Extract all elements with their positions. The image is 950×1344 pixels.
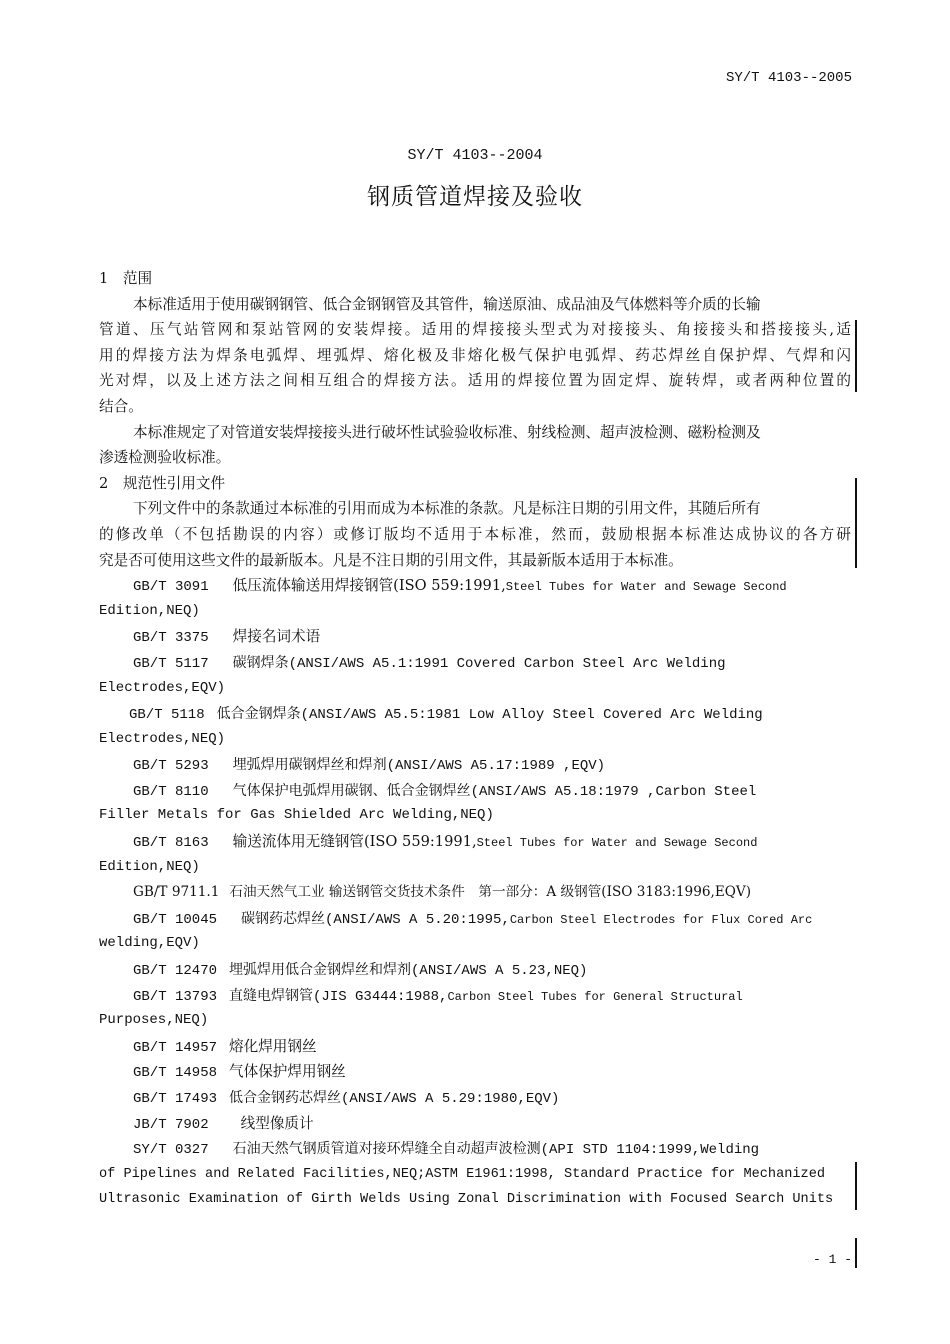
- paragraph-line: 下列文件中的条款通过本标准的引用而成为本标准的条款。凡是标注日期的引用文件，其随后所有: [133, 500, 761, 518]
- reference-title: 输送流体用无缝钢管(ISO 559:1991,: [232, 833, 477, 851]
- reference-title-en: Steel Tubes for Water and Sewage Second: [505, 580, 787, 595]
- reference-code: GB/T 9711.1: [133, 884, 220, 901]
- paragraph-line: 结合。: [99, 397, 143, 415]
- reference-title: 线型像质计: [240, 1114, 314, 1132]
- reference-item: [99, 752, 851, 778]
- reference-continuation: Ultrasonic Examination of Girth Welds Using Zonal Discrimination with Focused Search Units: [99, 1192, 834, 1208]
- reference-title-en: Steel Tubes for Water and Sewage Second: [476, 836, 758, 851]
- reference-title: 焊接名词术语: [232, 628, 321, 646]
- revision-bar: [855, 1162, 857, 1210]
- reference-item: [99, 1111, 851, 1137]
- revision-bar: [855, 320, 857, 392]
- reference-title-en: Carbon Steel Electrodes for Flux Cored Arc: [509, 912, 813, 927]
- section-heading: 1 范围: [99, 270, 153, 287]
- revision-bar: [855, 478, 857, 568]
- reference-code: GB/T 14957: [133, 1039, 218, 1056]
- paragraph-line: 渗透检测验收标准。: [99, 449, 231, 467]
- paragraph-line: 用的焊接方法为焊条电弧焊、埋弧焊、熔化极及非熔化极气保护电弧焊、药芯焊丝自保护焊、气焊和闪: [99, 346, 851, 364]
- reference-continuation: Purposes,NEQ): [99, 1012, 209, 1029]
- reference-item: [99, 1059, 851, 1085]
- reference-continuation: Edition,NEQ): [99, 602, 200, 619]
- paragraph-line: 光对焊，以及上述方法之间相互组合的焊接方法。适用的焊接位置为固定焊、旋转焊，或者两种位置的: [99, 372, 851, 390]
- reference-title: 气体保护电弧焊用碳钢、低合金钢焊丝(ANSI/AWS A5.18:1979 ,Carbon Steel: [232, 783, 757, 800]
- reference-title: 石油天然气工业 输送钢管交货技术条件 第一部分：A 级钢管(ISO 3183:1996,EQV): [229, 884, 752, 901]
- paragraph-line: 本标准适用于使用碳钢钢管、低合金钢钢管及其管件，输送原油、成品油及气体燃料等介质的长输: [133, 295, 761, 313]
- reference-title: 低压流体输送用焊接钢管(ISO 559:1991,: [232, 577, 506, 595]
- reference-item: [99, 1034, 851, 1060]
- reference-title: 低合金钢药芯焊丝(ANSI/AWS A 5.29:1980,EQV): [229, 1091, 560, 1107]
- reference-item: [99, 573, 851, 599]
- reference-title: 石油天然气钢质管道对接环焊缝全自动超声波检测(API STD 1104:1999,Welding: [232, 1142, 760, 1159]
- reference-item: [99, 829, 851, 855]
- reference-item: [99, 906, 851, 932]
- reference-title: 碳钢药芯焊丝(ANSI/AWS A 5.20:1995,: [241, 911, 510, 928]
- reference-item: [99, 880, 851, 906]
- paragraph-line: 究是否可使用这些文件的最新版本。凡是不注日期的引用文件，其最新版本适用于本标准。: [99, 551, 683, 569]
- reference-code: GB/T 3375: [133, 630, 209, 647]
- running-header-code: SY/T 4103--2005: [725, 70, 852, 86]
- reference-title: 埋弧焊用低合金钢焊丝和焊剂(ANSI/AWS A 5.23,NEQ): [229, 963, 588, 980]
- reference-title: 直缝电焊钢管(JIS G3444:1988,: [229, 988, 448, 1005]
- reference-continuation: welding,EQV): [99, 935, 200, 952]
- paragraph-line: 管道、压气站管网和泵站管网的安装焊接。适用的焊接接头型式为对接接头、角接接头和搭接接头,适: [99, 321, 851, 339]
- reference-code: GB/T 17493: [133, 1091, 218, 1107]
- revision-bar: [855, 1238, 857, 1268]
- paragraph-line: 的修改单（不包括勘误的内容）或修订版均不适用于本标准，然而，鼓励根据本标准达成协议的各方研: [99, 525, 851, 543]
- reference-continuation: Filler Metals for Gas Shielded Arc Welding,NEQ): [99, 807, 494, 824]
- reference-continuation: Electrodes,NEQ): [99, 730, 226, 747]
- reference-code: JB/T 7902: [133, 1116, 209, 1133]
- reference-code: GB/T 5293: [133, 758, 209, 775]
- reference-title: 熔化焊用钢丝: [229, 1037, 317, 1055]
- reference-code: GB/T 5118: [129, 707, 205, 724]
- reference-item: [99, 957, 851, 983]
- reference-code: GB/T 8163: [133, 835, 209, 852]
- reference-title: 埋弧焊用碳钢焊丝和焊剂(ANSI/AWS A5.17:1989 ,EQV): [232, 758, 606, 775]
- reference-item: [99, 650, 851, 676]
- section-heading: 2 规范性引用文件: [99, 474, 226, 492]
- reference-code: GB/T 14958: [133, 1065, 218, 1082]
- standard-code: SY/T 4103--2004: [407, 147, 543, 164]
- reference-title: 低合金钢焊条(ANSI/AWS A5.5:1981 Low Alloy Steel Covered Arc Welding: [216, 707, 763, 724]
- reference-title: 碳钢焊条(ANSI/AWS A5.1:1991 Covered Carbon Steel Arc Welding: [232, 655, 726, 672]
- reference-code: GB/T 8110: [133, 783, 209, 800]
- reference-item: [99, 778, 851, 804]
- reference-code: GB/T 12470: [133, 963, 218, 980]
- reference-title-en: Carbon Steel Tubes for General Structural: [447, 989, 743, 1004]
- reference-item: [99, 701, 851, 727]
- reference-continuation: Edition,NEQ): [99, 858, 200, 875]
- reference-continuation: of Pipelines and Related Facilities,NEQ;ASTM E1961:1998, Standard Practice for Mechanized: [99, 1166, 826, 1182]
- paragraph-line: 本标准规定了对管道安装焊接接头进行破坏性试验验收标准、射线检测、超声波检测、磁粉检测及: [133, 423, 761, 441]
- reference-continuation: Electrodes,EQV): [99, 679, 226, 696]
- page-number: - 1 -: [812, 1252, 852, 1267]
- reference-title: 气体保护焊用钢丝: [229, 1063, 346, 1081]
- reference-item: [99, 983, 851, 1009]
- reference-item: [99, 1085, 851, 1111]
- document-title: 钢质管道焊接及验收: [367, 184, 583, 210]
- reference-code: GB/T 3091: [133, 579, 209, 596]
- reference-code: SY/T 0327: [133, 1142, 209, 1159]
- reference-item: [99, 624, 851, 650]
- reference-code: GB/T 10045: [133, 911, 218, 928]
- reference-code: GB/T 13793: [133, 988, 218, 1005]
- document-body: [99, 266, 851, 1213]
- reference-item: [99, 1136, 851, 1162]
- reference-code: GB/T 5117: [133, 655, 209, 672]
